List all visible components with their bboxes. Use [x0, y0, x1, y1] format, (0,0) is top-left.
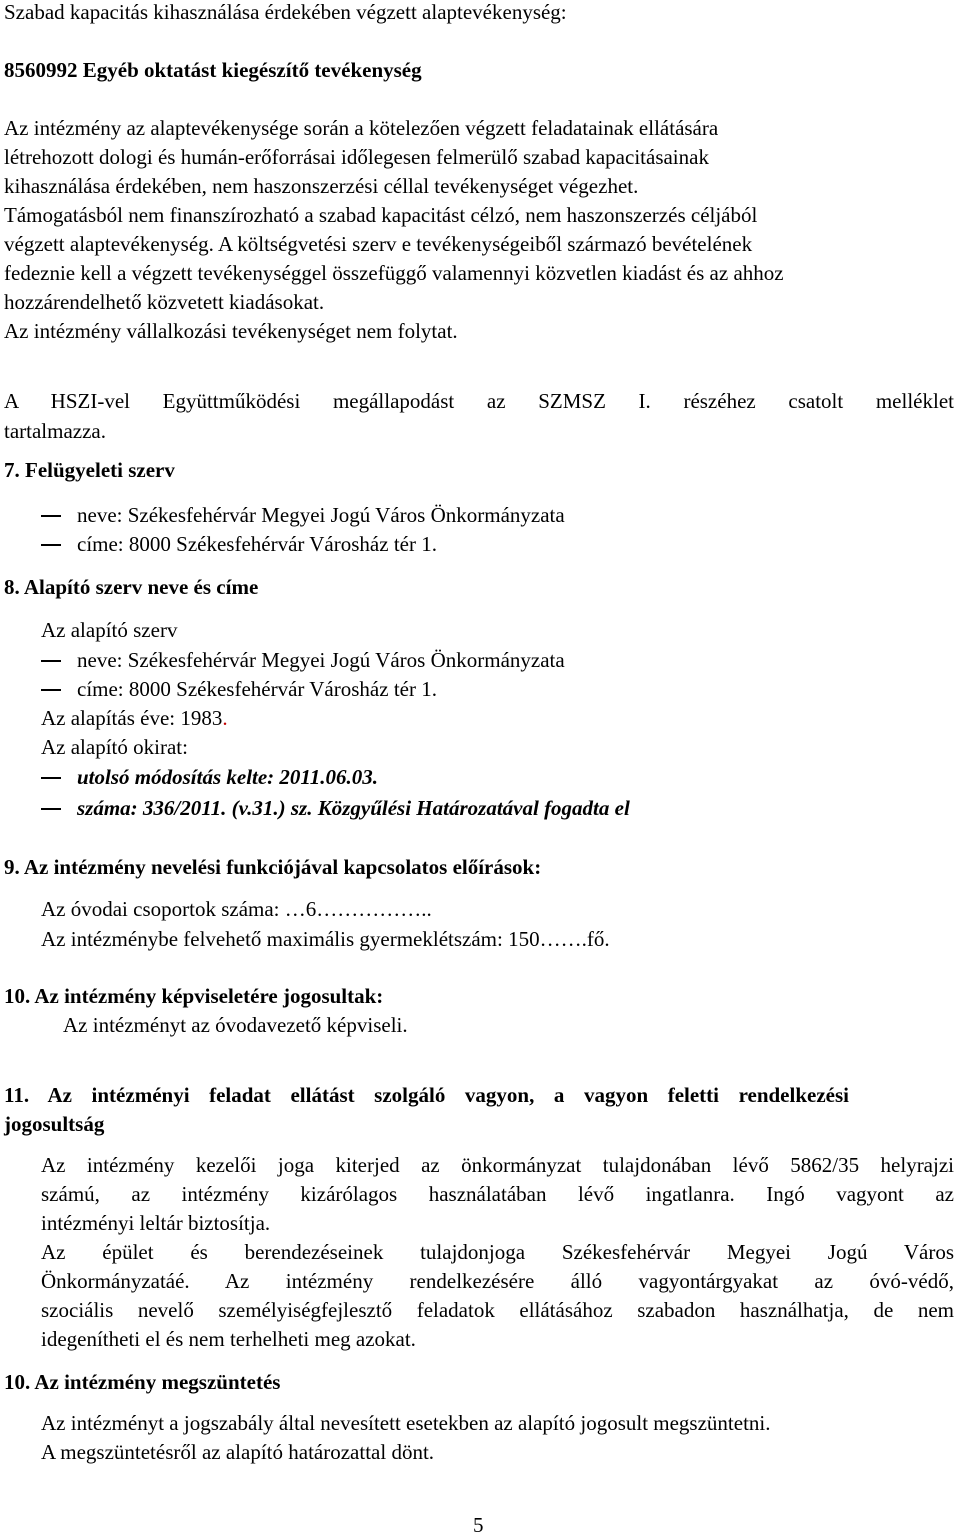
section-10-title: 10. Az intézmény képviseletére jogosultak: [4, 984, 384, 1008]
dash-bullet [41, 777, 61, 779]
supervisor-address: címe: 8000 Székesfehérvár Városház tér 1. [77, 532, 437, 556]
ownership-line: szociális nevelő személyiségfejlesztő feladatok ellátásához szabadon használhatja, de nem [41, 1298, 954, 1322]
founder-name: neve: Székesfehérvár Megyei Jogú Város Önkormányzata [77, 648, 565, 672]
dash-bullet [41, 808, 61, 810]
paragraph-line: kihasználása érdekében, nem haszonszerzési céllal tevékenységet végezhet. [4, 174, 639, 198]
paragraph-line: fedeznie kell a végzett tevékenységgel összefüggő valamennyi közvetlen kiadást és az ahhoz [4, 261, 784, 285]
ownership-line: idegenítheti el és nem terhelheti meg azokat. [41, 1327, 416, 1351]
founder-lead: Az alapító szerv [41, 618, 178, 642]
page-number: 5 [473, 1513, 484, 1537]
termination-line: Az intézményt a jogszabály által nevesített esetekben az alapító jogosult megszüntetni. [41, 1411, 771, 1435]
termination-title: 10. Az intézmény megszüntetés [4, 1370, 281, 1394]
paragraph-line: Az intézmény az alaptevékenysége során a kötelezően végzett feladatainak ellátására [4, 116, 719, 140]
intro-heading: Szabad kapacitás kihasználása érdekében végzett alaptevékenység: [4, 0, 567, 24]
dash-bullet [41, 515, 61, 517]
group-count: Az óvodai csoportok száma: …6…………….. [41, 897, 432, 921]
hszi-line: A HSZI-vel Együttműködési megállapodást az SZMSZ I. részéhez csatolt melléklet [4, 389, 954, 413]
section-9-title: 9. Az intézmény nevelési funkciójával kapcsolatos előírások: [4, 855, 542, 879]
ownership-line: Az épület és berendezéseinek tulajdonjoga Székesfehérvár Megyei Jogú Város [41, 1240, 954, 1264]
supervisor-name: neve: Székesfehérvár Megyei Jogú Város Önkormányzata [77, 503, 565, 527]
founder-address: címe: 8000 Székesfehérvár Városház tér 1. [77, 677, 437, 701]
max-children: Az intézménybe felvehető maximális gyermeklétszám: 150…….fő. [41, 927, 610, 951]
paragraph-line: Támogatásból nem finanszírozható a szabad kapacitást célzó, nem haszonszerzés céljából [4, 203, 758, 227]
paragraph-line: hozzárendelhető közvetett kiadásokat. [4, 290, 325, 314]
paragraph-line: végzett alaptevékenység. A költségvetési szerv e tevékenységeiből származó bevételének [4, 232, 753, 256]
asset-line: Az intézmény kezelői joga kiterjed az önkormányzat tulajdonában lévő 5862/35 helyrajzi [41, 1153, 954, 1177]
deed-modified: utolsó módosítás kelte: 2011.06.03. [77, 765, 379, 789]
paragraph-line: Az intézmény vállalkozási tevékenységet nem folytat. [4, 319, 458, 343]
section-11-title-cont: jogosultság [4, 1112, 105, 1136]
termination-line: A megszüntetésről az alapító határozattal dönt. [41, 1440, 435, 1464]
section-7-title: 7. Felügyeleti szerv [4, 458, 175, 482]
representation-text: Az intézményt az óvodavezető képviseli. [63, 1013, 408, 1037]
paragraph-line: létrehozott dologi és humán-erőforrásai időlegesen felmerülő szabad kapacitásainak [4, 145, 709, 169]
deed-label: Az alapító okirat: [41, 735, 188, 759]
ownership-line: Önkormányzatáé. Az intézmény rendelkezésére álló vagyontárgyakat az óvó-védő, [41, 1269, 954, 1293]
hszi-line: tartalmazza. [4, 419, 107, 443]
founded-year: Az alapítás éve: 1983. [41, 706, 228, 730]
section-8-title: 8. Alapító szerv neve és címe [4, 575, 259, 599]
deed-number: száma: 336/2011. (v.31.) sz. Közgyűlési Határozatával fogadta el [77, 796, 630, 820]
dash-bullet [41, 660, 61, 662]
asset-line: számú, az intézmény kizárólagos használatában lévő ingatlanra. Ingó vagyont az [41, 1182, 954, 1206]
dash-bullet [41, 544, 61, 546]
asset-line: intézményi leltár biztosítja. [41, 1211, 271, 1235]
section-11-title: 11. Az intézményi feladat ellátást szolgáló vagyon, a vagyon feletti rendelkezési [4, 1083, 849, 1107]
dash-bullet [41, 689, 61, 691]
activity-code: 8560992 Egyéb oktatást kiegészítő tevékenység [4, 58, 422, 82]
